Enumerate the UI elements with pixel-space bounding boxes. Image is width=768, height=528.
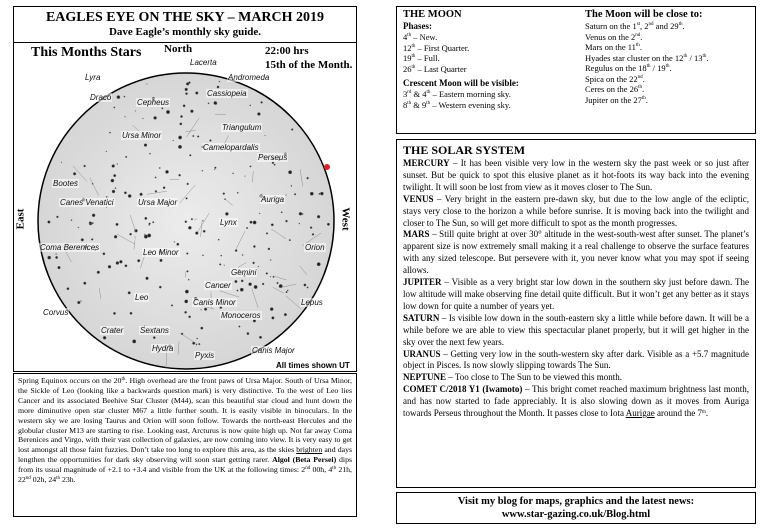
moon-phase-2: 19th – Full. xyxy=(403,53,440,63)
constellation-orion: Orion xyxy=(305,243,325,252)
star xyxy=(125,116,126,117)
star-map-box xyxy=(13,42,357,372)
solar-entries xyxy=(403,158,749,384)
star xyxy=(215,167,217,169)
star xyxy=(317,215,320,218)
star xyxy=(83,282,86,285)
star xyxy=(261,101,263,103)
star xyxy=(147,234,151,238)
star xyxy=(270,308,273,311)
constellation-triangulum: Triangulum xyxy=(222,123,262,132)
close-item-0: Saturn on the 1st, 2nd and 29th. xyxy=(585,21,685,31)
star xyxy=(97,271,100,274)
star xyxy=(197,136,199,138)
solar-system-box xyxy=(396,139,756,488)
star xyxy=(259,336,262,339)
star xyxy=(202,170,203,171)
constellation-andromeda: Andromeda xyxy=(228,73,270,82)
star xyxy=(92,214,95,217)
star xyxy=(178,145,181,148)
star xyxy=(327,223,330,226)
star xyxy=(310,227,312,229)
star xyxy=(71,220,72,221)
star xyxy=(204,308,207,311)
star xyxy=(192,135,194,137)
star xyxy=(274,164,276,166)
star xyxy=(185,88,188,91)
star xyxy=(113,312,115,314)
constellation-cepheus: Cepheus xyxy=(137,98,170,107)
star xyxy=(116,223,119,226)
moon-phase-0: 4th – New. xyxy=(403,32,438,42)
star xyxy=(114,107,115,108)
comet-entry: COMET C/2018 Y1 (Iwamoto) – This bright comet reached maximum brightness last month, and has now started to fade appreciably. It is also slowing down as it moves from Auriga towards Perseus throughout the Month. It passes close to Iota Aurigae around the 7th. xyxy=(403,384,749,419)
star xyxy=(307,177,309,179)
star xyxy=(177,243,179,245)
star xyxy=(78,227,79,228)
star xyxy=(273,276,274,277)
star xyxy=(254,285,257,288)
star xyxy=(174,241,175,242)
highlight-star-icon xyxy=(324,164,330,170)
star xyxy=(221,255,222,256)
constellation-leo: Leo xyxy=(135,293,149,302)
star xyxy=(162,108,164,110)
page-subtitle: Dave Eagle’s monthly sky guide. xyxy=(108,26,262,38)
star xyxy=(253,221,256,224)
planet-entry-saturn: SATURN – Is visible low down in the south-eastern sky a little while before dawn. It will be a while before we are able to view this spectacular planet properly, but it will get higher in the sky over the next few years. xyxy=(403,312,749,347)
star xyxy=(185,93,187,95)
close-item-5: Spica on the 22nd. xyxy=(585,73,645,84)
star xyxy=(187,183,189,185)
planet-entry-uranus: URANUS – Getting very low in the south-western sky after dark. Visible as a +5.7 magnitude object in Pisces. Is now slowly slipping towards The Sun. xyxy=(403,348,749,371)
constellation-lacerta: Lacerta xyxy=(190,58,217,67)
star xyxy=(310,192,313,195)
star xyxy=(146,84,147,85)
star xyxy=(203,220,204,221)
constellation-lynx: Lynx xyxy=(220,218,237,227)
star xyxy=(247,332,249,334)
star xyxy=(91,238,93,240)
star xyxy=(184,311,186,313)
star xyxy=(225,212,228,215)
constellation-coma-berenices: Coma Berenices xyxy=(40,243,100,252)
star xyxy=(153,336,155,338)
close-item-6: Ceres on the 26th. xyxy=(585,84,645,94)
stars-description: Spring Equinox occurs on the 20th. High overhead are the front paws of Ursa Major. South of Ursa Minor, the Sickle of Leo (looking like a backwards question mark) is very distinctive. To the west of Leo lies Cancer and its associated Beehive Star Cluster (M44), scan this beautiful star cloud and hunt down the more diminutive open star cluster M67 a little further south. It is easily visible in binoculars. In the western sky we are losing Taurus and Orion will soon follow. Towards the north-east Hercules and the globular cluster M13 are starting to rise. Looking east, Arcturus is now quite high up. Not far away Coma Berenices and Virgo, with their vast collection of galaxies, are now coming into view. It is very easy to get lost amongst all those faint fuzzies. Don’t take too long to explore this area, as the skies brighten and days lengthen the opportunities for dark sky observing will soon start getting rarer. Algol (Beta Persei) dips from its usual magnitude of +2.1 to +3.4 and visible from the UK at the following times: 2nd 00h, 4th 21h, 22nd 02h, 24th 23h. xyxy=(18,376,353,485)
blog-link[interactable]: www.star-gazing.co.uk/Blog.html xyxy=(501,509,651,520)
star xyxy=(114,235,117,238)
constellation-leo-minor: Leo Minor xyxy=(143,248,179,257)
close-item-1: Venus on the 2nd. xyxy=(585,31,643,42)
star xyxy=(201,327,204,330)
star xyxy=(58,266,61,269)
star xyxy=(77,301,80,304)
star xyxy=(165,170,168,173)
star xyxy=(286,291,288,293)
star xyxy=(159,167,160,168)
planet-entry-jupiter: JUPITER – Visible as a very bright star low down in the southern sky just before dawn. The low altitude will make observing fine detail quite difficult. But it won’t get any better as it stays low down for quite a number of years yet. xyxy=(403,277,749,311)
star xyxy=(299,212,302,215)
blog-box xyxy=(396,492,756,524)
constellation-draco: Draco xyxy=(90,93,112,102)
moon-title: THE MOON xyxy=(403,9,462,20)
star xyxy=(294,193,296,195)
star xyxy=(128,291,131,294)
constellation-ursa-major: Ursa Major xyxy=(138,198,178,207)
star xyxy=(152,221,154,223)
star xyxy=(250,105,251,106)
close-item-2: Mars on the 11th. xyxy=(585,42,642,52)
star xyxy=(241,280,243,282)
star xyxy=(179,174,181,176)
star xyxy=(291,185,292,186)
star xyxy=(178,136,181,139)
map-date: 15th of the Month. xyxy=(265,59,353,71)
star xyxy=(142,118,143,119)
star xyxy=(180,123,182,125)
star xyxy=(250,166,252,168)
close-item-7: Jupiter on the 27th. xyxy=(585,94,648,105)
star xyxy=(219,264,221,266)
star xyxy=(185,221,187,223)
crescent-item-0: 3rd & 4th – Eastern morning sky. xyxy=(403,89,511,99)
star xyxy=(145,217,147,219)
star xyxy=(89,222,91,224)
constellation-auriga: Auriga xyxy=(261,195,285,204)
moon-phase-1: 12th – First Quarter. xyxy=(403,42,470,53)
star xyxy=(266,272,268,274)
map-time: 22:00 hrs xyxy=(265,45,309,57)
star xyxy=(246,227,248,229)
star xyxy=(155,177,156,178)
star xyxy=(317,262,321,266)
star xyxy=(163,187,165,189)
planet-entry-venus: VENUS – Very bright in the eastern pre-dawn sky, but due to the low angle of the ecliptic, stays very close to the horizon a while before sunrise. It is moving back into the twilight and closer to The Sun, so will get more difficult to spot as the month progresses. xyxy=(403,193,749,228)
star xyxy=(270,276,271,277)
planet-entry-mercury: MERCURY – It has been visible very low in the western sky the past week or so just after sunset. But be quick to spot this elusive planet as it hot-foots its way back into the evening twilight. It will soon be lost from view as it moves closer to The Sun. xyxy=(403,158,749,192)
star xyxy=(217,86,219,88)
stars-text-box xyxy=(13,373,357,517)
star xyxy=(56,216,58,218)
star xyxy=(265,135,266,136)
star xyxy=(125,265,127,267)
constellation-camelopardalis: Camelopardalis xyxy=(203,143,259,152)
star xyxy=(92,222,93,223)
star xyxy=(166,110,170,114)
star xyxy=(258,266,259,267)
star xyxy=(183,105,185,107)
star xyxy=(173,140,174,141)
star xyxy=(188,316,190,318)
star xyxy=(299,223,300,224)
label-north: North xyxy=(164,43,193,55)
crescent-item-1: 8th & 9th – Western evening sky. xyxy=(403,99,511,110)
star xyxy=(124,96,125,97)
star xyxy=(124,192,126,194)
star xyxy=(117,163,118,164)
star xyxy=(180,115,182,117)
crescent-label: Crescent Moon will be visible: xyxy=(403,78,519,88)
star xyxy=(159,286,161,288)
star xyxy=(146,277,149,280)
phases-label: Phases: xyxy=(403,21,432,31)
label-west: West xyxy=(339,207,352,231)
star xyxy=(128,194,131,197)
moon-left-column xyxy=(403,9,583,110)
star xyxy=(111,179,114,182)
star-map-heading: This Months Stars xyxy=(31,45,142,60)
star xyxy=(188,279,189,280)
crescent-list xyxy=(403,89,583,110)
constellation-canis-major: Canis Major xyxy=(252,346,295,355)
star xyxy=(244,176,245,177)
star xyxy=(195,232,198,235)
planet-entry-neptune: NEPTUNE – Too close to The Sun to be viewed this month. xyxy=(403,372,623,383)
star xyxy=(285,220,287,222)
star xyxy=(188,226,191,229)
star xyxy=(237,290,239,292)
star xyxy=(235,250,237,252)
star xyxy=(112,190,115,193)
constellation-sextans: Sextans xyxy=(140,326,169,335)
star xyxy=(186,82,189,85)
star xyxy=(171,305,173,307)
star xyxy=(80,300,81,301)
star xyxy=(130,312,132,314)
star xyxy=(190,110,193,113)
star xyxy=(189,154,191,156)
close-label: The Moon will be close to: xyxy=(585,9,703,20)
star xyxy=(235,280,238,283)
label-east: East xyxy=(14,208,27,230)
star xyxy=(48,256,51,259)
star xyxy=(140,193,143,196)
constellation-cancer: Cancer xyxy=(205,281,231,290)
star xyxy=(304,284,306,286)
star xyxy=(186,253,188,255)
star xyxy=(271,224,273,226)
star xyxy=(288,170,292,174)
star xyxy=(115,187,116,188)
star xyxy=(198,343,200,345)
constellation-canis-minor: Canis Minor xyxy=(193,298,236,307)
star xyxy=(56,253,57,254)
moon-box xyxy=(396,6,756,134)
header-box xyxy=(13,6,357,43)
star xyxy=(253,262,255,264)
star xyxy=(187,270,189,272)
star xyxy=(259,213,260,214)
star xyxy=(132,340,136,344)
star xyxy=(250,221,253,224)
star xyxy=(149,153,150,154)
star xyxy=(160,259,163,262)
star xyxy=(155,190,157,192)
star xyxy=(208,103,209,104)
star xyxy=(214,169,215,170)
constellation-canes-venatici: Canes Venatici xyxy=(60,198,114,207)
star xyxy=(116,261,119,264)
star xyxy=(135,110,136,111)
star xyxy=(291,129,293,131)
star xyxy=(249,283,252,286)
star xyxy=(242,254,243,255)
star xyxy=(239,326,241,328)
star xyxy=(154,116,157,119)
star xyxy=(130,233,132,235)
star xyxy=(257,112,260,115)
star xyxy=(287,290,288,291)
star xyxy=(144,234,145,235)
blog-line1: Visit my blog for maps, graphics and the latest news: xyxy=(457,496,695,507)
star xyxy=(253,245,255,247)
star xyxy=(84,165,86,167)
constellation-corvus: Corvus xyxy=(43,308,69,317)
star xyxy=(186,198,188,200)
star xyxy=(137,259,140,262)
star xyxy=(219,81,220,82)
star xyxy=(144,144,147,147)
constellation-gemini: Gemini xyxy=(231,268,257,277)
star xyxy=(237,192,238,193)
star xyxy=(191,218,193,220)
star xyxy=(272,162,274,164)
star xyxy=(218,239,219,240)
star xyxy=(272,317,275,320)
star xyxy=(103,336,106,339)
moon-right-column xyxy=(585,9,753,105)
constellation-lepus: Lepus xyxy=(301,298,323,307)
times-note: All times shown UT xyxy=(276,361,350,370)
star xyxy=(108,265,111,268)
close-item-3: Hyades star cluster on the 12th / 13th. xyxy=(585,52,709,63)
constellation-perseus: Perseus xyxy=(258,153,288,162)
star xyxy=(266,233,268,235)
constellation-cassiopeia: Cassiopeia xyxy=(207,89,247,98)
star xyxy=(302,213,303,214)
star xyxy=(286,195,287,196)
star xyxy=(119,260,122,263)
constellation-bootes: Bootes xyxy=(53,179,78,188)
star xyxy=(203,230,205,232)
star xyxy=(196,338,197,339)
star xyxy=(117,95,120,98)
page-title: EAGLES EYE ON THE SKY – MARCH 2019 xyxy=(45,10,325,25)
constellation-crater: Crater xyxy=(101,326,124,335)
star xyxy=(281,212,282,213)
star xyxy=(48,221,51,224)
star xyxy=(106,151,107,152)
star xyxy=(125,156,127,158)
star xyxy=(201,309,202,310)
star xyxy=(202,255,203,256)
star xyxy=(320,192,323,195)
phases-list xyxy=(403,32,583,74)
star xyxy=(109,132,110,133)
star xyxy=(67,288,69,290)
star xyxy=(149,224,150,225)
star xyxy=(223,193,225,195)
star xyxy=(268,248,270,250)
solar-title: THE SOLAR SYSTEM xyxy=(403,143,526,157)
constellation-hydra: Hydra xyxy=(152,344,174,353)
star xyxy=(214,101,217,104)
star xyxy=(185,290,188,293)
star xyxy=(270,259,271,260)
star xyxy=(233,173,234,174)
moon-phase-3: 26th – Last Quarter xyxy=(403,63,467,74)
constellation-pyxis: Pyxis xyxy=(195,351,215,360)
star xyxy=(284,313,287,316)
star xyxy=(112,165,115,168)
sky-disc xyxy=(14,43,357,372)
star xyxy=(103,253,105,255)
star xyxy=(319,193,320,194)
constellation-ursa-minor: Ursa Minor xyxy=(122,131,162,140)
star xyxy=(55,256,57,258)
star xyxy=(289,239,291,241)
star xyxy=(185,300,188,303)
constellation-lyra: Lyra xyxy=(85,73,101,82)
star xyxy=(240,288,243,291)
star xyxy=(224,265,225,266)
star xyxy=(196,344,197,345)
star xyxy=(81,238,84,241)
constellation-monoceros: Monoceros xyxy=(221,311,261,320)
star xyxy=(113,174,116,177)
star xyxy=(307,287,308,288)
star xyxy=(277,282,279,284)
star xyxy=(195,92,198,95)
star xyxy=(73,172,76,175)
close-list xyxy=(585,21,753,105)
star xyxy=(262,283,264,285)
close-item-4: Regulus on the 18th / 19th. xyxy=(585,63,672,73)
planet-entry-mars: MARS – Still quite bright at over 30° altitude in the west-south-west after sunset. The planet’s apparent size is now extremely small making it a real challenge to observe the surface features with any sized telescope. But persevere with it, you never know what you may spot if seeing allows. xyxy=(403,229,749,276)
star xyxy=(210,140,212,142)
star xyxy=(144,235,148,239)
star xyxy=(61,162,62,163)
star xyxy=(312,233,314,235)
